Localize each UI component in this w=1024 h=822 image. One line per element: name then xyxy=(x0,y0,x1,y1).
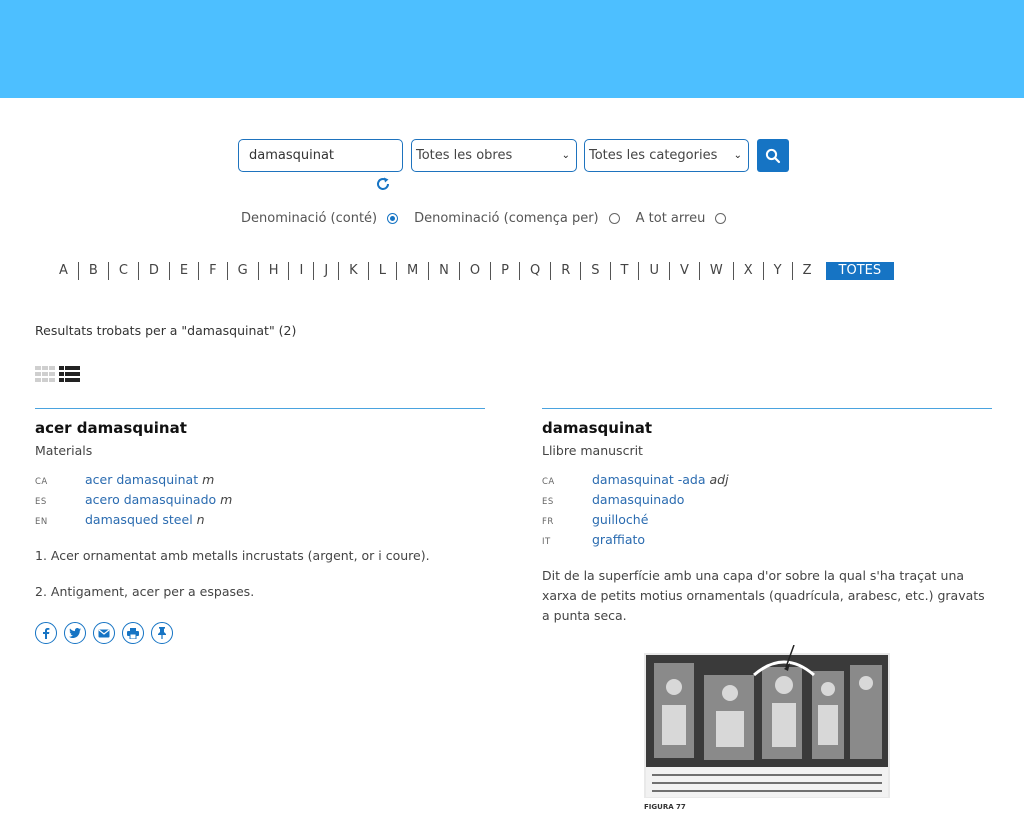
term-row xyxy=(35,492,485,512)
results-count: Resultats trobats per a "damasquinat" (2) xyxy=(35,323,297,338)
term-list xyxy=(35,472,485,532)
definition: Dit de la superfície amb una capa d'or sobre la qual s'ha traçat una xarxa de petits motius ornamentals (quadrícula, arabesc, etc.) gravats a punta seca. xyxy=(542,568,985,623)
alphabet-all-button[interactable]: TOTES xyxy=(826,262,895,280)
term-link[interactable]: graffiato xyxy=(592,532,646,547)
mode-everywhere-radio[interactable] xyxy=(715,213,726,224)
alphabet-letter[interactable]: X xyxy=(734,262,764,280)
alphabet-nav xyxy=(49,261,894,281)
chevron-down-icon: ⌄ xyxy=(561,150,570,161)
term-row xyxy=(542,512,992,532)
search-icon xyxy=(765,148,781,164)
mode-starts-with-label: Denominació (comença per) xyxy=(414,210,599,226)
entry-category: Llibre manuscrit xyxy=(542,443,643,458)
term-row xyxy=(542,492,992,512)
alphabet-letter[interactable]: N xyxy=(429,262,460,280)
term-link[interactable]: acer damasquinat xyxy=(85,472,199,487)
term-list xyxy=(542,472,992,552)
alphabet-letter[interactable]: W xyxy=(700,262,734,280)
envelope-icon xyxy=(98,629,110,638)
term-link[interactable]: acero damasquinado xyxy=(85,492,217,507)
result-card xyxy=(542,408,992,626)
alphabet-letter[interactable]: J xyxy=(314,262,339,280)
categories-select-value: Totes les categories xyxy=(589,148,718,163)
chevron-down-icon: ⌄ xyxy=(733,150,742,161)
grammar-tag: n xyxy=(196,512,205,527)
alphabet-letter[interactable]: Z xyxy=(802,263,812,278)
pin-button[interactable] xyxy=(151,622,173,644)
alphabet-letter[interactable]: S xyxy=(581,262,610,280)
term-row xyxy=(35,512,485,532)
alphabet-letter[interactable]: H xyxy=(259,262,290,280)
mode-contains[interactable] xyxy=(241,211,398,226)
entry-category: Materials xyxy=(35,443,93,458)
alphabet-letter[interactable]: L xyxy=(369,262,397,280)
alphabet-letter[interactable]: O xyxy=(460,262,491,280)
reset-icon[interactable] xyxy=(375,176,391,192)
figure-caption: FIGURA 77 xyxy=(644,803,686,811)
share-buttons xyxy=(35,622,485,644)
term-link[interactable]: damasquinado xyxy=(592,492,685,507)
alphabet-letter[interactable]: D xyxy=(139,262,170,280)
grammar-tag: adj xyxy=(709,472,729,487)
alphabet-letter[interactable]: Y xyxy=(764,262,793,280)
twitter-share-button[interactable] xyxy=(64,622,86,644)
grid-view-icon[interactable] xyxy=(35,366,56,382)
alphabet-letter[interactable]: G xyxy=(228,262,259,280)
alphabet-letter[interactable]: E xyxy=(170,262,199,280)
alphabet-letter[interactable]: A xyxy=(49,262,79,280)
works-select[interactable] xyxy=(411,139,577,172)
term-link[interactable]: guilloché xyxy=(592,512,649,527)
alphabet-letter[interactable]: I xyxy=(289,262,314,280)
lang-code: FR xyxy=(542,517,554,527)
printer-icon xyxy=(127,628,139,639)
term-link[interactable]: damasquinat -ada xyxy=(592,472,706,487)
alphabet-letter[interactable]: V xyxy=(670,262,700,280)
entry-title[interactable]: damasquinat xyxy=(542,419,653,437)
mode-contains-label: Denominació (conté) xyxy=(241,210,378,226)
grammar-tag: m xyxy=(202,472,215,487)
definition: 2. Antigament, acer per a espases. xyxy=(35,584,255,599)
facebook-icon xyxy=(41,627,51,639)
lang-code: EN xyxy=(35,517,48,527)
alphabet-letter[interactable]: C xyxy=(109,262,139,280)
works-select-value: Totes les obres xyxy=(416,148,513,163)
alphabet-letter[interactable]: U xyxy=(639,262,670,280)
alphabet-letter[interactable]: F xyxy=(199,262,227,280)
alphabet-letter[interactable]: Q xyxy=(520,262,551,280)
alphabet-letter[interactable]: R xyxy=(551,262,581,280)
lang-code: ES xyxy=(35,497,47,507)
mode-starts-with[interactable] xyxy=(414,211,620,226)
alphabet-letter[interactable]: P xyxy=(491,262,520,280)
search-mode-options xyxy=(241,208,742,228)
print-button[interactable] xyxy=(122,622,144,644)
list-view-icon[interactable] xyxy=(59,366,80,382)
search-input[interactable] xyxy=(238,139,403,172)
facebook-share-button[interactable] xyxy=(35,622,57,644)
alphabet-letter[interactable]: B xyxy=(79,262,109,280)
lang-code: CA xyxy=(542,477,555,487)
term-row xyxy=(542,472,992,492)
email-share-button[interactable] xyxy=(93,622,115,644)
mode-starts-with-radio[interactable] xyxy=(609,213,620,224)
alphabet-letter[interactable]: M xyxy=(397,262,429,280)
mode-everywhere[interactable] xyxy=(636,211,727,226)
manuscript-illustration xyxy=(644,645,890,813)
alphabet-letter[interactable]: K xyxy=(339,262,369,280)
term-row xyxy=(542,532,992,552)
lang-code: ES xyxy=(542,497,554,507)
definition: 1. Acer ornamentat amb metalls incrustats (argent, or i coure). xyxy=(35,548,430,563)
term-row xyxy=(35,472,485,492)
pin-icon xyxy=(157,627,167,639)
lang-code: IT xyxy=(542,537,551,547)
mode-everywhere-label: A tot arreu xyxy=(635,210,706,226)
search-button[interactable] xyxy=(757,139,789,172)
twitter-icon xyxy=(69,628,81,638)
term-link[interactable]: damasqued steel xyxy=(85,512,193,527)
lang-code: CA xyxy=(35,477,48,487)
alphabet-letter[interactable]: T xyxy=(611,262,640,280)
entry-title[interactable]: acer damasquinat xyxy=(35,419,187,437)
top-banner xyxy=(0,0,1024,98)
categories-select[interactable] xyxy=(584,139,749,172)
result-card xyxy=(35,408,485,644)
mode-contains-radio[interactable] xyxy=(387,213,398,224)
grammar-tag: m xyxy=(220,492,233,507)
view-toggle xyxy=(35,366,80,382)
